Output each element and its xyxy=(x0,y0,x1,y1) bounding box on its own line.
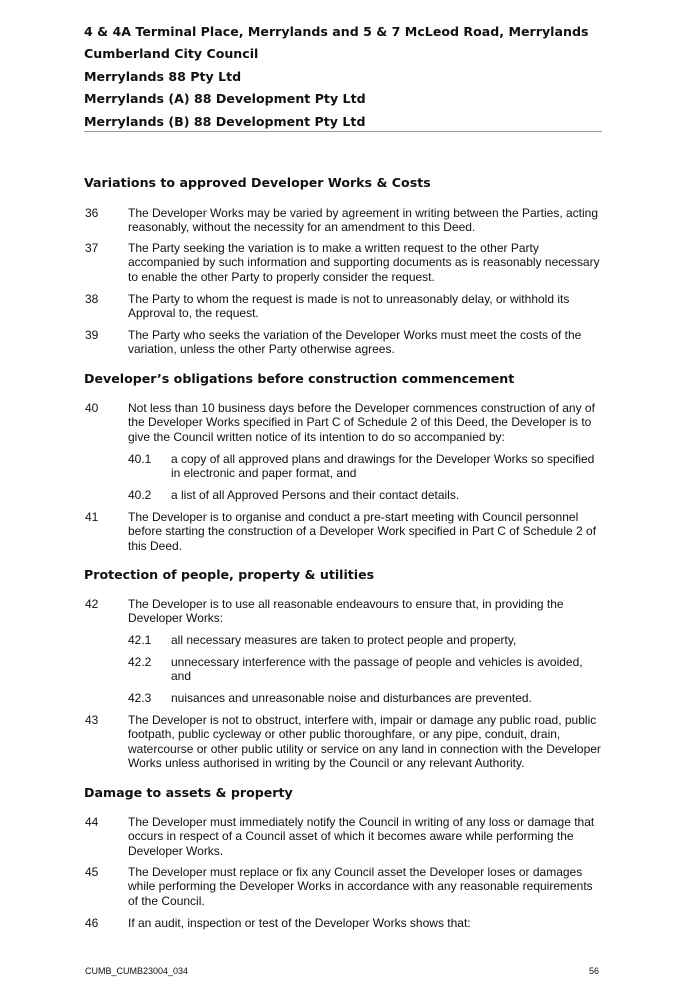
header-party-a: Merrylands (A) 88 Development Pty Ltd xyxy=(84,91,366,106)
clause-text: Not less than 10 business days before the Developer commences construction of any of the Developer Works specified in Part C of Schedule 2 of this Deed, the Developer is to give the Council written notice of its intention to do so accompanied by: xyxy=(128,401,595,444)
footer-document-reference: CUMB_CUMB23004_034 xyxy=(85,966,189,976)
clause-number: 39 xyxy=(85,328,99,342)
section-heading-variations: Variations to approved Developer Works & Costs xyxy=(84,175,431,190)
clause-text: The Party who seeks the variation of the Developer Works must meet the costs of the variation, unless the other Party otherwise agrees. xyxy=(128,328,582,357)
clause-number: 42 xyxy=(85,597,99,611)
subclause-text: all necessary measures are taken to protect people and property, xyxy=(171,633,517,647)
header-party-b: Merrylands (B) 88 Development Pty Ltd xyxy=(84,114,366,129)
clause-text: The Developer must replace or fix any Council asset the Developer loses or damages while performing the Developer Works in accordance with any reasonable requirements of the Council. xyxy=(128,865,593,908)
subclause-text: unnecessary interference with the passage of people and vehicles is avoided, and xyxy=(171,655,583,684)
clause-number: 46 xyxy=(85,916,99,930)
subclause-number: 40.2 xyxy=(128,488,152,502)
section-heading-damage: Damage to assets & property xyxy=(84,785,293,800)
clause-number: 44 xyxy=(85,815,99,829)
subclause-number: 42.2 xyxy=(128,655,152,669)
clause-number: 37 xyxy=(85,241,99,255)
clause-text: The Developer is to use all reasonable endeavours to ensure that, in providing the Developer Works: xyxy=(128,597,564,626)
clause-number: 38 xyxy=(85,292,99,306)
clause-text: The Party seeking the variation is to make a written request to the other Party accompanied by such information and supporting documents as is reasonably necessary to enable the other Party to properly consider the request. xyxy=(128,241,600,284)
clause-text: The Developer is to organise and conduct a pre-start meeting with Council personnel before starting the construction of a Developer Work specified in Part C of Schedule 2 of this Deed. xyxy=(128,510,597,553)
clause-number: 40 xyxy=(85,401,99,415)
header-project-title: 4 & 4A Terminal Place, Merrylands and 5 & 7 McLeod Road, Merrylands xyxy=(84,24,589,39)
subclause-text: a list of all Approved Persons and their contact details. xyxy=(171,488,460,502)
clause-text: The Developer is not to obstruct, interfere with, impair or damage any public road, public footpath, public cycleway or other public thoroughfare, or any pipe, conduit, drain, watercourse or other public utility or service on any land in connection with the Developer Works unless authorised in writing by the Council or any relevant Authority. xyxy=(128,713,601,770)
footer-page-number: 56 xyxy=(589,966,600,976)
section-heading-protection: Protection of people, property & utilities xyxy=(84,567,375,582)
header-party-council: Cumberland City Council xyxy=(84,46,259,61)
clause-number: 41 xyxy=(85,510,99,524)
clause-number: 36 xyxy=(85,206,99,220)
clause-text: The Developer Works may be varied by agreement in writing between the Parties, acting reasonably, without the necessity for an amendment to this Deed. xyxy=(128,206,599,235)
subclause-text: a copy of all approved plans and drawings for the Developer Works so specified in electronic and paper format, and xyxy=(171,452,595,481)
clause-text: If an audit, inspection or test of the Developer Works shows that: xyxy=(128,916,471,930)
header-divider xyxy=(84,131,602,132)
header-party-developer: Merrylands 88 Pty Ltd xyxy=(84,69,242,84)
section-heading-obligations: Developer’s obligations before construction commencement xyxy=(84,371,515,386)
subclause-number: 40.1 xyxy=(128,452,152,466)
subclause-number: 42.3 xyxy=(128,691,152,705)
subclause-number: 42.1 xyxy=(128,633,152,647)
subclause-text: nuisances and unreasonable noise and disturbances are prevented. xyxy=(171,691,532,705)
clause-number: 43 xyxy=(85,713,99,727)
clause-text: The Developer must immediately notify the Council in writing of any loss or damage that occurs in respect of a Council asset of which it becomes aware while performing the Developer Works. xyxy=(128,815,595,858)
clause-text: The Party to whom the request is made is not to unreasonably delay, or withhold its Approval to, the request. xyxy=(128,292,570,321)
clause-number: 45 xyxy=(85,865,99,879)
